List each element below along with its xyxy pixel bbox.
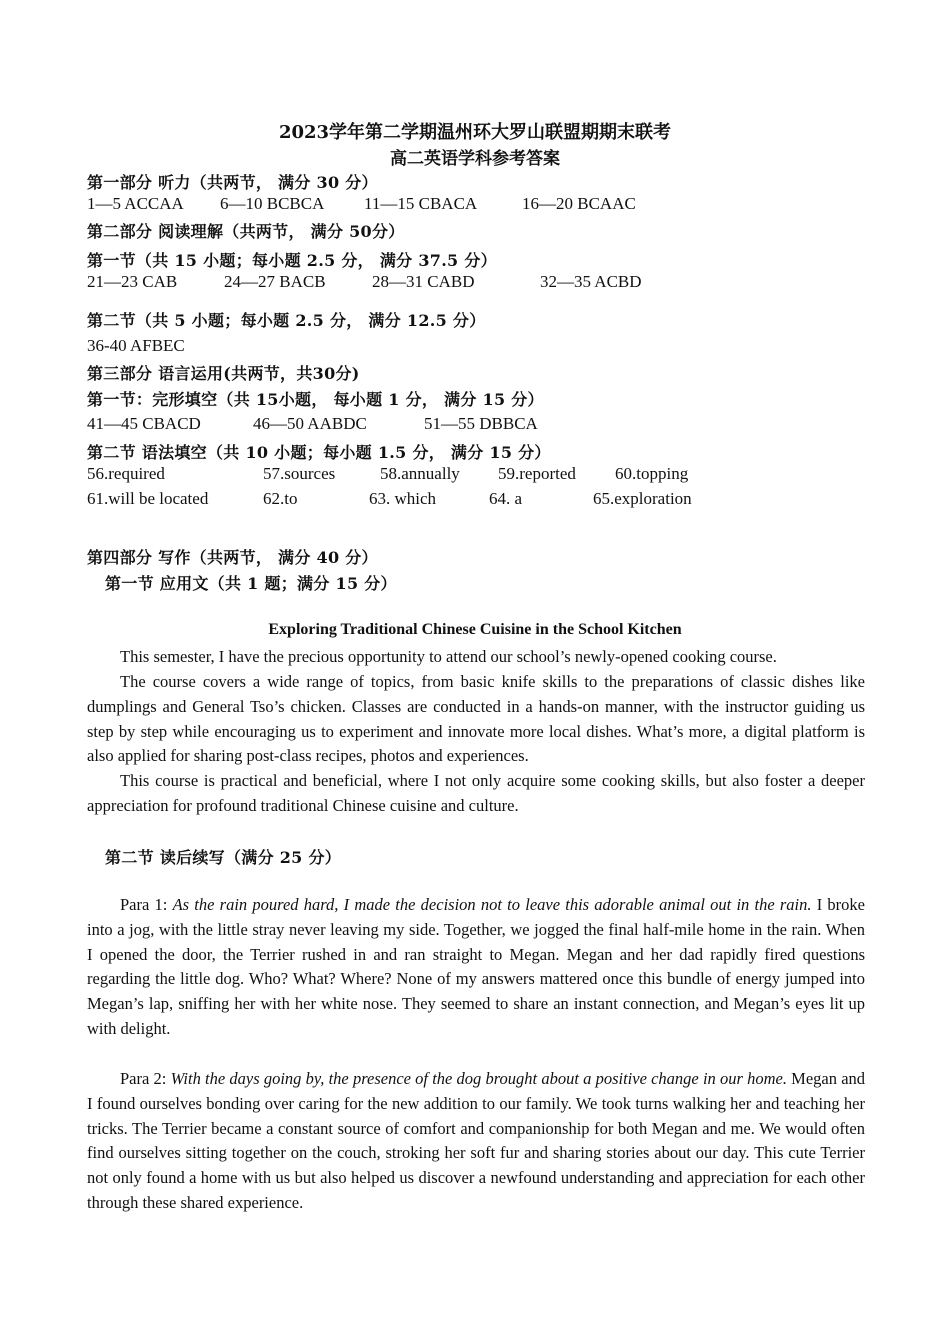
answer-group: 28—31 CABD — [372, 272, 475, 291]
grammar-answer: 65.exploration — [593, 489, 692, 508]
para2-lead-sentence: With the days going by, the presence of the dog brought about a positive change in our home. — [170, 1069, 787, 1088]
answer-group: 36-40 AFBEC — [87, 336, 185, 355]
answer-group: 24—27 BACB — [224, 272, 326, 291]
part4-section2-heading: 第二节 读后续写（满分 25 分） — [105, 848, 342, 867]
grammar-answer: 60.topping — [615, 464, 689, 483]
grammar-answer: 61.will be located — [87, 489, 209, 508]
essay-paragraph-2: The course covers a wide range of topics, from basic knife skills to the preparations of classic dishes like dumplings and General Tso’s chicken. Classes are conducted in a hands-on manner, with the instructor guiding us step by step while encouraging us to experiment and innovate more local dishes. What’s more, a digital platform is also applied for sharing post-class recipes, photos and experiences. — [87, 672, 865, 766]
grammar-answer: 57.sources — [263, 464, 336, 483]
essay-paragraph-1: This semester, I have the precious opportunity to attend our school’s newly-opened cooking course. — [120, 647, 777, 666]
para1-label: Para 1: — [120, 895, 168, 914]
part1-heading: 第一部分 听力（共两节， 满分 30 分） — [87, 173, 378, 192]
para1-body: I broke into a jog, with the little stray never leaving my side. Together, we jogged the final half-mile home in the rain. When I opened the door, the Terrier rushed in and ran straight to Megan. Megan and her dad rapidly fired questions regarding the little dog. Who? What? Where? None of my answers mattered once this bundle of energy jumped into Megan’s lap, sniffing her with her white nose. They seemed to share an instant connection, and Megan’s eyes lit up with delight. — [87, 895, 865, 1038]
grammar-answer: 56.required — [87, 464, 165, 483]
answer-group: 41—45 CBACD — [87, 414, 201, 433]
para2-body: Megan and I found ourselves bonding over caring for the new addition to our family. We took turns walking her and teaching her tricks. The Terrier became a constant source of comfort and companionship for both Megan and me. We would often find ourselves sitting together on the couch, stroking her soft fur and sharing stories about our day. This cute Terrier not only found a home with us but also helped us discover a newfound understanding and appreciation for each other through these shared experience. — [87, 1069, 866, 1212]
answer-group: 51—55 DBBCA — [424, 414, 538, 433]
grammar-answer: 63. which — [369, 489, 437, 508]
essay-title: Exploring Traditional Chinese Cuisine in the School Kitchen — [268, 621, 682, 638]
part4-heading: 第四部分 写作（共两节， 满分 40 分） — [87, 548, 378, 567]
answer-group: 6—10 BCBCA — [220, 194, 325, 213]
part2-section1-heading: 第一节（共 15 小题；每小题 2.5 分， 满分 37.5 分） — [87, 251, 497, 270]
grammar-answer: 64. a — [489, 489, 523, 508]
part3-section1-heading: 第一节：完形填空（共 15小题， 每小题 1 分， 满分 15 分） — [87, 390, 544, 409]
essay-paragraph-3: This course is practical and beneficial, where I not only acquire some cooking skills, but also foster a deeper appreciation for profound traditional Chinese cuisine and culture. — [87, 771, 865, 815]
part2-section2-heading: 第二节（共 5 小题；每小题 2.5 分， 满分 12.5 分） — [87, 311, 486, 330]
part3-heading: 第三部分 语言运用(共两节，共30分) — [87, 364, 360, 383]
answer-group: 16—20 BCAAC — [522, 194, 636, 213]
answer-group: 11—15 CBACA — [364, 194, 478, 213]
part4-section1-heading: 第一节 应用文（共 1 题；满分 15 分） — [105, 574, 397, 593]
para1-lead-sentence: As the rain poured hard, I made the decision not to leave this adorable animal out in the rain. — [172, 895, 812, 914]
document-title: 2023学年第二学期温州环大罗山联盟期期末联考 — [278, 122, 672, 143]
document-subtitle: 高二英语学科参考答案 — [390, 149, 560, 169]
grammar-answer: 58.annually — [380, 464, 460, 483]
grammar-answer: 62.to — [263, 489, 298, 508]
continuation-paragraph-1 — [87, 893, 865, 1042]
grammar-answer: 59.reported — [498, 464, 576, 483]
answer-group: 32—35 ACBD — [540, 272, 642, 291]
answer-group: 1—5 ACCAA — [87, 194, 184, 213]
para2-label: Para 2: — [120, 1069, 167, 1088]
continuation-paragraph-2 — [87, 1067, 865, 1216]
part2-heading: 第二部分 阅读理解（共两节， 满分 50分） — [87, 222, 405, 241]
answer-group: 46—50 AABDC — [253, 414, 367, 433]
answer-group: 21—23 CAB — [87, 272, 178, 291]
part3-section2-heading: 第二节 语法填空（共 10 小题；每小题 1.5 分， 满分 15 分） — [87, 443, 551, 462]
